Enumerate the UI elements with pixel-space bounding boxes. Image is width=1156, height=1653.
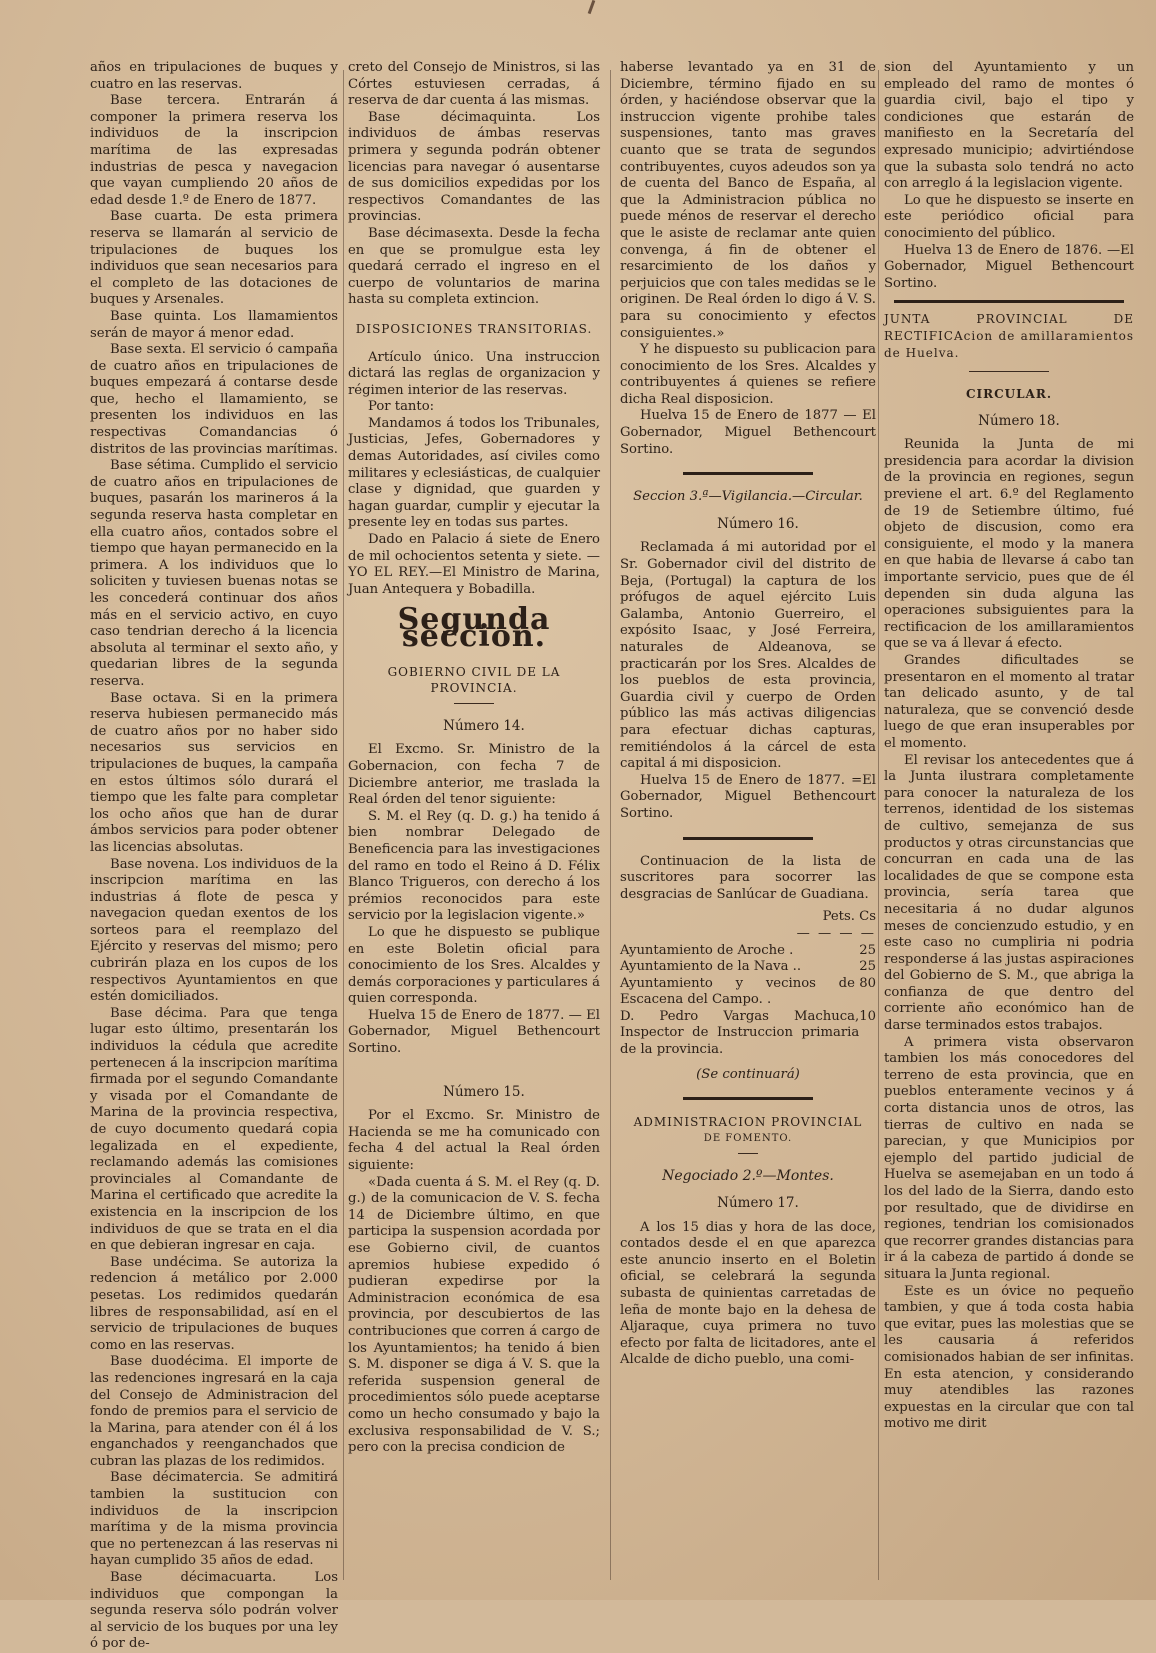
column-3 [620, 60, 876, 1580]
continuara: (Se continuará) [696, 1066, 800, 1082]
divider [738, 1153, 758, 1154]
paragraph: Base décimatercia. Se admitirá tambien la sustitucion con individuos de la inscripcion marítima y de la misma provincia que no pertenezcan á las reservas ni hayan cumplido 35 años de edad. [90, 1470, 338, 1569]
list-item [620, 976, 876, 1009]
paragraph: Base décimasexta. Desde la fecha en que se promulgue esta ley quedará cerrado el ingreso en el cuerpo de voluntarios de marina hasta su completa extincion. [348, 225, 600, 308]
column-rule-1 [343, 70, 344, 1580]
vigilancia-heading: Seccion 3.ª—Vigilancia.—Circular. [633, 489, 863, 505]
donor-amount: 10 [859, 1008, 876, 1024]
paragraph: Reclamada á mi autoridad por el Sr. Gobernador civil del distrito de Beja, (Portugal) la captura de los prófugos de aquel ejército Luis Galamba, Antonio Guerreiro, el expósito Isaac, y José Ferreira, naturales de Aldeanova, se practicarán por los Sres. Alcaldes de los pueblos de esta provincia, Guardia civil y cuerpo de Orden público las más activas diligencias para efectuar dichas capturas, remitiéndolos á la cárcel de esta capital á mi disposicion. [620, 540, 876, 772]
paragraph: sion del Ayuntamiento y un empleado del ramo de montes ó guardia civil, bajo el tipo y condiciones que estarán de manifiesto en la Secretaría del expresado municipio; advirtiéndose que la subasta solo tendrá no acto con arreglo á la legislacion vigente. [884, 60, 1134, 192]
divider [894, 300, 1124, 303]
circular-heading: CIRCULAR. [965, 387, 1053, 402]
number-15-heading: Número 15. [443, 1083, 525, 1100]
column-1 [90, 60, 338, 1652]
admin-heading: ADMINISTRACION PROVINCIAL [633, 1115, 863, 1130]
donor-amount: 25 [859, 959, 876, 975]
paragraph: Base tercera. Entrarán á componer la primera reserva los individuos de la inscripcion marítima de las expresadas industrias de pesca y navegacion que vayan cumpliendo 20 años de edad desde 1.º de Enero de 1877. [90, 93, 338, 208]
paragraph: «Dada cuenta á S. M. el Rey (q. D. g.) de la comunicacion de V. S. fecha 14 de Diciembre último, en que participa la suspension acordada por ese Gobierno civil, de cuantos apremios hubiese expedido ó pudieran expedirse por la Administracion económica de esa provincia, por descubiertos de las contribuciones que corren á cargo de los Ayuntamientos; ha tenido á bien S. M. disponer se diga á V. S. que la referida suspension general de procedimientos sólo puede aceptarse como un hecho consumado y bajo la exclusiva responsabilidad de V. S.; pero con la precisa condicion de [348, 1174, 600, 1456]
paragraph: Base duodécima. El importe de las redenciones ingresará en la caja del Consejo de Administracion del fondo de premios para el servicio de la Marina, para atender con él á los enganchados y reenganchados que cubran las plazas de los redimidos. [90, 1354, 338, 1469]
paragraph: Reunida la Junta de mi presidencia para acordar la division de la provincia en regiones, segun previene el art. 6.º del Reglamento de 19 de Setiembre último, fué objeto de discusion, como era consiguiente, el modo y la manera en que habia de llevarse á cabo tan importante servicio, pues que de él dependen sin duda alguna las operaciones subsiguientes para la rectificacion de los amillaramientos que se va á llevar á efecto. [884, 437, 1134, 652]
paragraph: Lo que he dispuesto se inserte en este periódico oficial para conocimiento del público. [884, 192, 1134, 241]
column-4 [884, 60, 1134, 1580]
donor-name: Ayuntamiento de Aroche . [620, 942, 794, 958]
paragraph: Base sexta. El servicio ó campaña de cuatro años en tripulaciones de buques empezará á contarse desde que, hecho el llamamiento, se presenten los individuos en las respectivas Comandancias ó distritos de las provincias marítimas. [90, 342, 338, 457]
paragraph: Dado en Palacio á siete de Enero de mil ochocientos setenta y siete. —YO EL REY.—El Ministro de Marina, Juan Antequera y Bobadilla. [348, 532, 600, 597]
paragraph: A primera vista observaron tambien los más conocedores del terreno de esta provincia, que en pueblos enteramente vecinos y á corta distancia unos de otros, las tierras de cultivo en nada se parecian, y que Municipios por ejemplo del partido judicial de Huelva se asemejaban en un todo á los del lado de la Sierra, dando esto por resultado, que de dividirse en regiones, tendrian los comisionados que recorrer grandes distancias para ir á la cabeza de partido á donde se situara la Junta regional. [884, 1034, 1134, 1282]
transitorias-heading: DISPOSICIONES TRANSITORIAS. [355, 321, 593, 336]
gobierno-heading: GOBIERNO CIVIL DE LA PROVINCIA. [387, 664, 561, 696]
junta-heading: JUNTA PROVINCIAL DE RECTIFICAcion de amillaramientos de Huelva. [884, 312, 1134, 360]
donor-name: D. Pedro Vargas Machuca, Inspector de Instruccion primaria de la provincia. [620, 1008, 860, 1058]
paragraph: Huelva 15 de Enero de 1877. — El Gobernador, Miguel Bethencourt Sortino. [348, 1007, 600, 1057]
paragraph: El Excmo. Sr. Ministro de la Gobernacion, con fecha 7 de Diciembre anterior, me traslada la Real órden del tenor siguiente: [348, 742, 600, 808]
paragraph: haberse levantado ya en 31 de Diciembre, término fijado en su órden, y haciéndose observar que la instruccion vigente prohibe tales suspensiones, tanto mas graves cuanto que se trata de segundos contribuyentes, cuyos adeudos son ya de cuenta del Banco de España, al que la Administracion pública no puede ménos de reservar el derecho que le asiste de reclamar ante quien convenga, á fin de obtener el resarcimiento de los daños y perjuicios que con tales medidas se le originen. De Real órden lo digo á V. S. para su conocimiento y efectos consiguientes.» [620, 60, 876, 341]
paragraph: Por tanto: [368, 399, 435, 415]
donor-name: Ayuntamiento de la Nava .. [620, 959, 802, 975]
paragraph: Artículo único. Una instruccion dictará las reglas de organizacion y régimen interior de las reservas. [348, 349, 600, 398]
paragraph: Huelva 13 de Enero de 1876. —El Gobernador, Miguel Bethencourt Sortino. [884, 242, 1134, 291]
divider [454, 703, 494, 704]
column-2 [348, 60, 600, 1580]
paragraph: Base octava. Si en la primera reserva hubiesen permanecido más de cuatro años por no haber sido necesarios sus servicios en tripulaciones de buques, la campaña en estos últimos sólo durará el tiempo que les falte para completar los ocho años que han de durar ámbos servicios para poder obtener las licencias absolutas. [90, 690, 338, 855]
paragraph: Mandamos á todos los Tribunales, Justicias, Jefes, Gobernadores y demas Autoridades, así civiles como militares y eclesiásticas, de cualquier clase y dignidad, que guarden y hagan guardar, cumplir y ejecutar la presente ley en todas sus partes. [348, 415, 600, 531]
number-18-heading: Número 18. [978, 412, 1060, 429]
paragraph: Base quinta. Los llamamientos serán de mayor á menor edad. [90, 308, 338, 341]
number-17-heading: Número 17. [717, 1195, 799, 1212]
paragraph: Base undécima. Se autoriza la redencion á metálico por 2.000 pesetas. Los redimidos quedarán libres de responsabilidad, así en el servicio de tripulaciones de buques como en las reservas. [90, 1254, 338, 1353]
paragraph: Base décimaquinta. Los individuos de ámbas reservas primera y segunda podrán obtener licencias para navegar ó ausentarse de sus domicilios expedidas por los respectivos Comandantes de las provincias. [348, 109, 600, 225]
paragraph: A los 15 dias y hora de las doce, contados desde el en que aparezca este anuncio inserto en el Boletin oficial, se celebrará la segunda subasta de quinientas carretadas de leña de monte bajo en la dehesa de Aljaraque, cuya primera no tuvo efecto por falta de licitadores, ante el Alcalde de dicho pueblo, una comi- [620, 1219, 876, 1368]
column-rule-2 [610, 70, 611, 1580]
lista-unit: Pets. Cs [822, 909, 876, 925]
fold-mark [588, 0, 596, 14]
divider [683, 1097, 813, 1100]
paragraph: Base décima. Para que tenga lugar esto último, presentarán los individuos la cédula que acredite pertenecen á la inscripcion marítima firmada por el segundo Comandante y visada por el Comandante de Marina de la provincia respectiva, de cuyo documento quedará copia legalizada en el expediente, reclamando además las comisiones provinciales al Comandante de Marina el certificado que acredite la existencia en la inscripcion de los individuos de que se trata en el dia en que debieran ingresar en caja. [90, 1005, 338, 1254]
divider: — — — — [796, 925, 876, 941]
paragraph: Por el Excmo. Sr. Ministro de Hacienda se me ha comunicado con fecha 4 del actual la Real órden siguiente: [348, 1108, 600, 1174]
paragraph: Lo que he dispuesto se publique en este Boletin oficial para conocimiento de los Sres. Alcaldes y demás corporaciones y particulares á quien corresponda. [348, 924, 600, 1007]
donor-amount: 80 [859, 975, 876, 991]
paragraph: Huelva 15 de Enero de 1877 — El Gobernador, Miguel Bethencourt Sortino. [620, 408, 876, 457]
paragraph: Base novena. Los individuos de la inscripcion marítima en las industrias á flote de pesca y navegacion quedan exentos de los sorteos para el reemplazo del Ejército y reservas del mismo; pero cubrirán plaza en los cupos de los respectivos Ayuntamientos en que estén domiciliados. [90, 856, 338, 1005]
paragraph: Grandes dificultades se presentaron en el momento al tratar tan delicado asunto, y de tal naturaleza, que se convenció desde luego de que eran insuperables por el momento. [884, 653, 1134, 751]
list-item [620, 1009, 876, 1059]
number-14-heading: Número 14. [443, 717, 525, 734]
paragraph: Base cuarta. De esta primera reserva se llamarán al servicio de tripulaciones de buques los individuos que sean necesarios para el completo de las dotaciones de buques y Arsenales. [90, 209, 338, 308]
paragraph: años en tripulaciones de buques y cuatro en las reservas. [90, 60, 338, 92]
negociado-heading: Negociado 2.º—Montes. [662, 1168, 834, 1185]
paragraph: Este es un óvice no pequeño tambien, y que á toda costa habia que evitar, pues las molestias que se les causaria á referidos comisionados habian de ser infinitas. En esta atencion, y considerando muy atendibles las razones expuestas en la circular que con tal motivo me dirit [884, 1283, 1134, 1432]
divider [969, 371, 1049, 372]
list-item [620, 959, 876, 976]
paragraph: Huelva 15 de Enero de 1877. =El Gobernador, Miguel Bethencourt Sortino. [620, 772, 876, 821]
paragraph: El revisar los antecedentes que á la Junta ilustrara completamente para conocer la naturaleza de los terrenos, identidad de los sistemas de cultivo, semejanza de sus productos y otras circunstancias que concurran en cada una de las localidades de que se compone esta provincia, sería tarea que necesitaria á no dudar algunos meses de concienzudo estudio, y en este caso no cumpliria ni podria responderse á las justas aspiraciones del Gobierno de S. M., que abriga la confianza de que dentro del corriente año económico han de darse terminados estos trabajos. [884, 752, 1134, 1034]
donor-name: Ayuntamiento y vecinos de Escacena del Campo. . [620, 975, 855, 1008]
admin-subheading: DE FOMENTO. [703, 1132, 793, 1144]
list-item [620, 943, 876, 960]
lista-intro: Continuacion de la lista de suscritores para socorrer las desgracias de Sanlúcar de Guadiana. [620, 853, 876, 902]
section-title: Segunda seccion. [397, 602, 551, 654]
column-rule-3 [878, 70, 879, 1580]
paragraph: Base décimacuarta. Los individuos que compongan la segunda reserva sólo podrán volver al servicio de los buques por una ley ó por de- [90, 1570, 338, 1652]
paragraph: Base sétima. Cumplido el servicio de cuatro años en tripulaciones de buques, pasarán los marineros á la segunda reserva hasta completar en ella cuatro años, contados sobre el tiempo que hayan permanecido en la primera. A los individuos que lo soliciten y tuviesen buenas notas se les concederá continuar dos años más en el servicio activo, en cuyo caso tendrian derecho á la licencia absoluta al terminar el sexto año, y quedarian libres de la segunda reserva. [90, 458, 338, 689]
paragraph: S. M. el Rey (q. D. g.) ha tenido á bien nombrar Delegado de Beneficencia para las investigaciones del ramo en todo el Reino á D. Félix Blanco Trigueros, con derecho á los prémios reconocidos para este servicio por la legislacion vigente.» [348, 808, 600, 924]
paragraph: creto del Consejo de Ministros, si las Córtes estuviesen cerradas, á reserva de dar cuenta á las mismas. [348, 60, 600, 109]
paragraph: Y he dispuesto su publicacion para conocimiento de los Sres. Alcaldes y contribuyentes á quienes se refiere dicha Real disposicion. [620, 342, 876, 407]
divider [683, 472, 813, 475]
donor-amount: 25 [859, 942, 876, 958]
divider [683, 837, 813, 840]
number-16-heading: Número 16. [717, 515, 799, 532]
